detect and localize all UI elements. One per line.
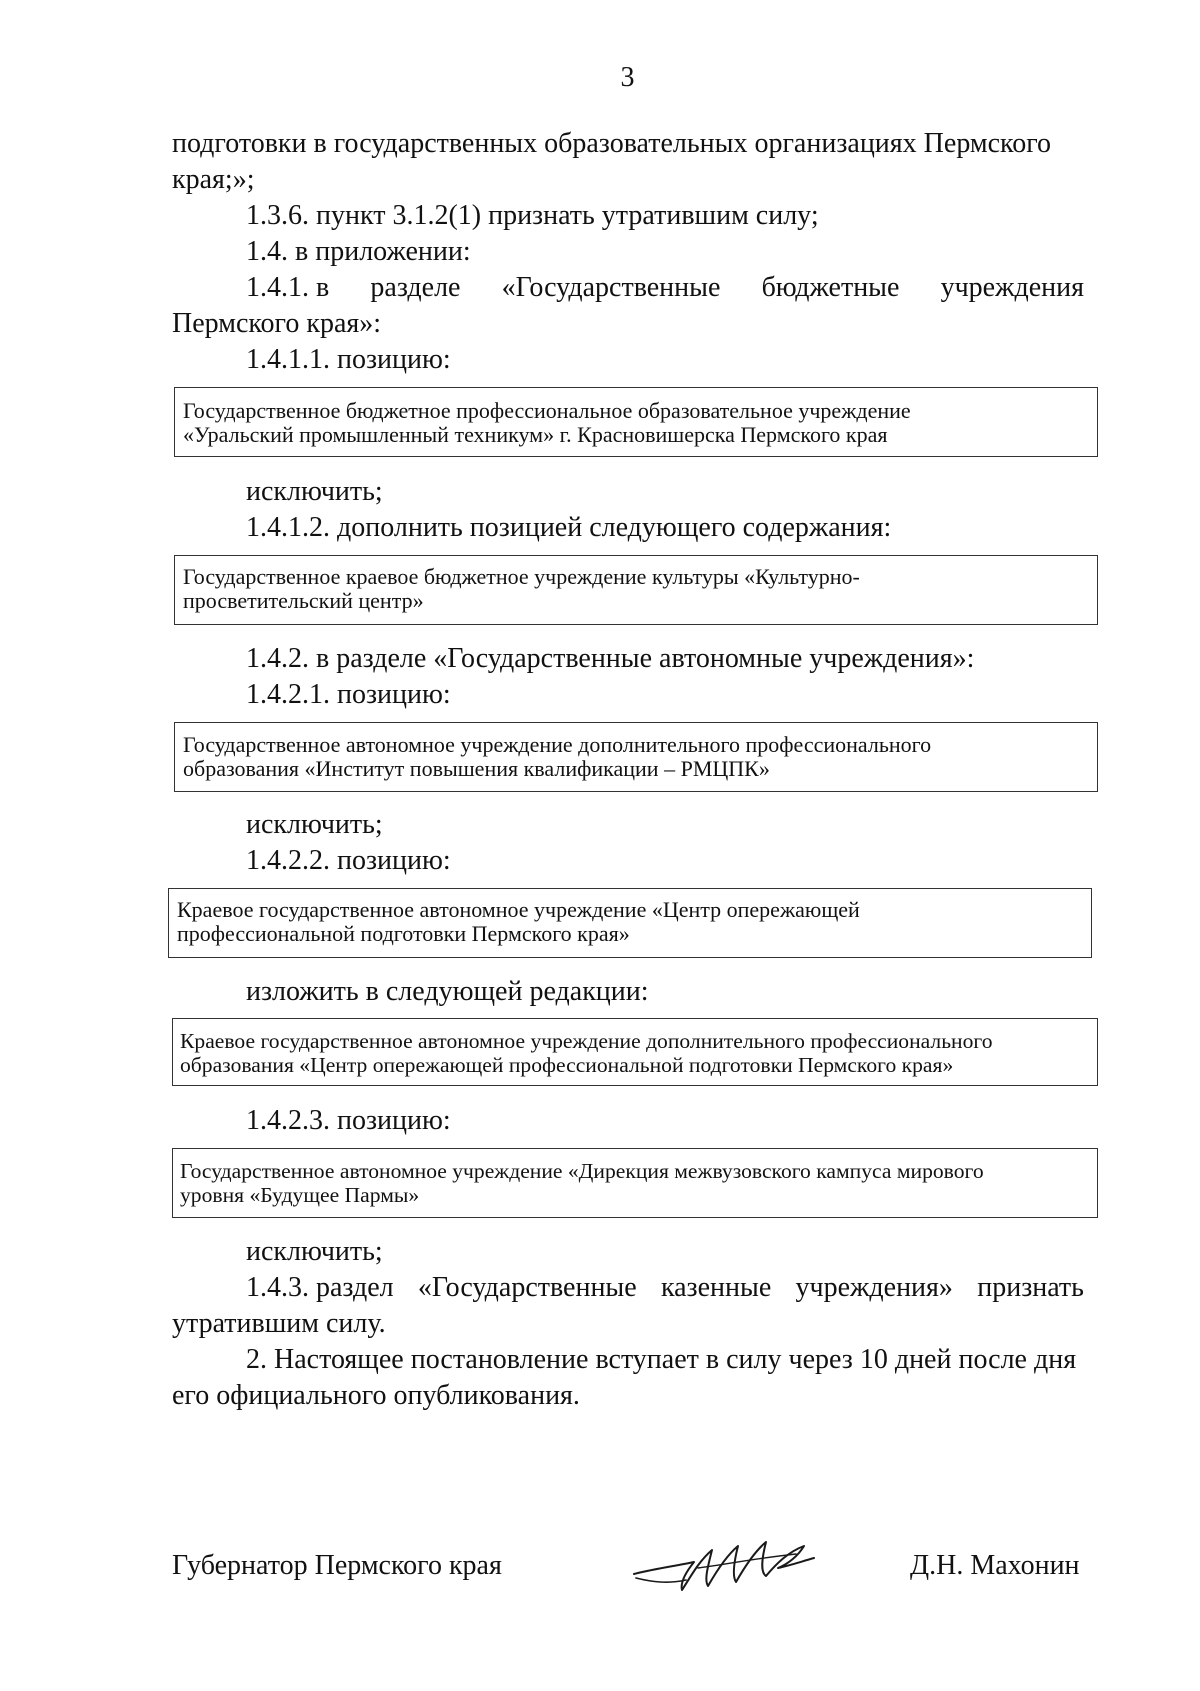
paragraph-8: 1.4.2. в разделе «Государственные автономные учреждения»: <box>246 643 975 674</box>
position-box-6 <box>172 1148 1098 1218</box>
paragraph-1-line-2: края;»; <box>172 164 255 195</box>
paragraph-15-line-2: утратившим силу. <box>172 1308 386 1339</box>
box-5-line-1: Краевое государственное автономное учреждение дополнительного профессионального <box>180 1029 993 1053</box>
word: 1.4.1. в <box>246 272 330 303</box>
paragraph-2: 1.3.6. пункт 3.1.2(1) признать утратившим силу; <box>246 200 819 231</box>
position-box-5 <box>172 1018 1098 1086</box>
paragraph-4-line-2: Пермского края»: <box>172 308 382 339</box>
paragraph-10: исключить; <box>246 809 383 840</box>
box-1-line-2: «Уральский промышленный техникум» г. Красновишерска Пермского края <box>183 422 888 447</box>
box-5-line-2: образования «Центр опережающей профессиональной подготовки Пермского края» <box>180 1053 954 1077</box>
paragraph-16-line-2: его официального опубликования. <box>172 1380 580 1411</box>
box-6-line-1: Государственное автономное учреждение «Дирекция межвузовского кампуса мирового <box>180 1159 984 1183</box>
box-3-line-2: образования «Институт повышения квалификации – РМЦПК» <box>183 756 770 781</box>
word: разделе <box>370 272 461 303</box>
paragraph-15-line-1 <box>246 1270 1084 1306</box>
word: признать <box>977 1272 1084 1303</box>
position-box-4 <box>168 888 1092 958</box>
signature-image <box>628 1528 818 1600</box>
paragraph-12: изложить в следующей редакции: <box>246 976 649 1007</box>
word: «Государственные <box>501 272 721 303</box>
paragraph-6: исключить; <box>246 476 383 507</box>
paragraph-11: 1.4.2.2. позицию: <box>246 845 451 876</box>
position-box-2 <box>174 555 1098 625</box>
box-4-line-1: Краевое государственное автономное учреждение «Центр опережающей <box>177 897 860 922</box>
position-box-3 <box>174 722 1098 792</box>
paragraph-5: 1.4.1.1. позицию: <box>246 344 451 375</box>
paragraph-13: 1.4.2.3. позицию: <box>246 1105 451 1136</box>
paragraph-1-line-1: подготовки в государственных образовательных организациях Пермского <box>172 128 1052 159</box>
word: 1.4.3. раздел <box>246 1272 394 1303</box>
paragraph-3: 1.4. в приложении: <box>246 236 471 267</box>
box-2-line-2: просветительский центр» <box>183 588 424 613</box>
word: учреждения» <box>795 1272 953 1303</box>
governor-name: Д.Н. Махонин <box>910 1550 1080 1581</box>
box-3-line-1: Государственное автономное учреждение дополнительного профессионального <box>183 732 932 757</box>
paragraph-4-line-1 <box>246 270 1084 306</box>
box-1-line-1: Государственное бюджетное профессиональное образовательное учреждение <box>183 398 911 423</box>
word: казенные <box>660 1272 772 1303</box>
paragraph-16-line-1: 2. Настоящее постановление вступает в силу через 10 дней после дня <box>246 1344 1077 1375</box>
word: «Государственные <box>417 1272 637 1303</box>
paragraph-7: 1.4.1.2. дополнить позицией следующего содержания: <box>246 512 892 543</box>
word: учреждения <box>940 272 1084 303</box>
paragraph-9: 1.4.2.1. позицию: <box>246 679 451 710</box>
governor-title: Губернатор Пермского края <box>172 1550 502 1581</box>
position-box-1 <box>174 387 1098 457</box>
box-4-line-2: профессиональной подготовки Пермского края» <box>177 921 630 946</box>
page-number: 3 <box>620 62 635 93</box>
box-2-line-1: Государственное краевое бюджетное учреждение культуры «Культурно- <box>183 564 860 589</box>
paragraph-14: исключить; <box>246 1236 383 1267</box>
word: бюджетные <box>761 272 900 303</box>
box-6-line-2: уровня «Будущее Пармы» <box>180 1183 420 1207</box>
